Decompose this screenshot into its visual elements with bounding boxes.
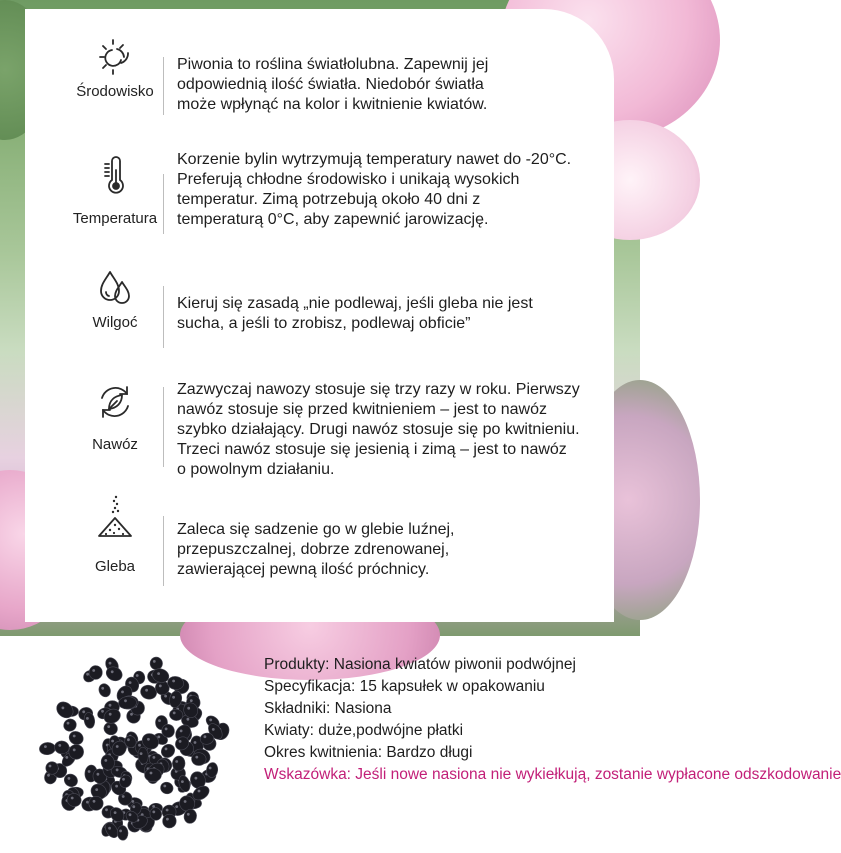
seed-highlight <box>127 738 130 741</box>
care-row-icon-column <box>45 37 185 100</box>
care-info-card <box>25 9 614 622</box>
seed-highlight <box>82 710 85 713</box>
row-divider <box>163 57 164 115</box>
product-tip: Wskazówka: Jeśli nowe nasiona nie wykiełkują, zostanie wypłacone odszkodowanie <box>264 766 841 783</box>
seed-highlight <box>86 801 89 804</box>
seed-highlight <box>67 722 70 725</box>
seed-highlight <box>159 685 162 688</box>
category-label: Nawóz <box>92 436 138 453</box>
seed-highlight <box>136 674 139 677</box>
seed-highlight <box>109 704 112 707</box>
seed <box>159 781 175 796</box>
seed-highlight <box>129 813 132 816</box>
care-description: Zaleca się sadzenie go w glebie luźnej, przepuszczalnej, dobrze zdrenowanej, zawierającej pewną ilość próchnicy. <box>177 521 455 578</box>
seed-highlight <box>101 710 104 713</box>
care-row-icon-column <box>45 382 185 453</box>
seed-highlight <box>49 765 52 768</box>
product-ingredients: Składniki: Nasiona <box>264 700 392 717</box>
seed-highlight <box>187 718 190 721</box>
seed-highlight <box>111 740 114 743</box>
seed-highlight <box>124 699 127 702</box>
product-flowers: Kwiaty: duże,podwójne płatki <box>264 722 464 739</box>
seed-highlight <box>114 811 117 814</box>
seed-highlight <box>116 745 119 748</box>
product-blooming-period: Okres kwitnienia: Bardzo długi <box>264 744 473 761</box>
seed-highlight <box>101 687 104 690</box>
seed-highlight <box>107 725 110 728</box>
seed <box>97 682 113 699</box>
seed-highlight <box>88 770 91 773</box>
seed-highlight <box>73 735 76 738</box>
seed-highlight <box>212 728 215 731</box>
seed-highlight <box>204 735 207 738</box>
seed-highlight <box>150 772 153 775</box>
seed-highlight <box>195 777 198 780</box>
seed-highlight <box>140 752 143 755</box>
seed-highlight <box>209 719 212 722</box>
seed-highlight <box>198 790 201 793</box>
seed-highlight <box>122 795 125 798</box>
care-description: Piwonia to roślina światłolubna. Zapewnij jej odpowiednią ilość światła. Niedobór światła może wpłynąć na kolor i kwitnienie kwiatów. <box>177 56 489 113</box>
thermometer-icon <box>95 156 135 196</box>
seed-highlight <box>209 767 212 770</box>
seed-highlight <box>145 689 148 692</box>
seed-highlight <box>165 728 168 731</box>
seed-highlight <box>58 744 61 747</box>
care-description: Zazwyczaj nawozy stosuje się trzy razy w roku. Pierwszy nawóz stosuje się przed kwitnieniem – jest to nawóz szybko działający. Drugi nawóz stosuje się po kwitnieniu. Trzeci nawóz stosuje się jesienią i zimą – jest to nawóz o powolnym działaniu. <box>177 381 580 478</box>
seed-highlight <box>68 777 71 780</box>
seed-highlight <box>194 741 197 744</box>
seed-highlight <box>86 717 89 720</box>
category-label: Gleba <box>94 558 136 575</box>
seed-highlight <box>121 691 124 694</box>
row-divider <box>163 174 164 234</box>
sun-icon <box>95 37 135 77</box>
row-divider <box>163 516 164 586</box>
seed-highlight <box>187 707 190 710</box>
seed-highlight <box>158 719 161 722</box>
seed <box>39 742 56 756</box>
seed-highlight <box>164 695 167 698</box>
seed-highlight <box>172 680 175 683</box>
seed-highlight <box>166 809 169 812</box>
seed-highlight <box>195 756 198 759</box>
care-description: Kieruj się zasadą „nie podlewaj, jeśli gleba nie jest sucha, a jeśli to zrobisz, podlewaj obficie” <box>177 295 533 332</box>
seed-highlight <box>179 740 182 743</box>
seed-highlight <box>86 673 89 676</box>
care-row-icon-column <box>45 268 185 331</box>
seed-highlight <box>153 660 156 663</box>
seed-highlight <box>152 811 155 814</box>
seed-highlight <box>166 818 169 821</box>
seed-highlight <box>157 672 160 675</box>
seed-highlight <box>122 778 125 781</box>
category-label: Wilgoć <box>92 314 138 331</box>
seed-highlight <box>129 681 132 684</box>
seed-highlight <box>115 785 118 788</box>
seed <box>117 825 129 840</box>
seed-highlight <box>175 760 178 763</box>
seed-highlight <box>119 830 122 833</box>
seed <box>144 768 161 782</box>
care-description: Korzenie bylin wytrzymują temperatury nawet do -20°C. Preferują chłodne środowisko i unikają wysokich temperatur. Zimą potrzebują około 40 dni z temperaturą 0°C, aby zapewnić jarowizację. <box>177 151 572 228</box>
seed-highlight <box>153 756 156 759</box>
soil-pile-icon <box>95 494 135 544</box>
seed-highlight <box>73 749 76 752</box>
seed-highlight <box>111 670 114 673</box>
category-label: Środowisko <box>76 83 154 100</box>
seed-highlight <box>163 785 166 788</box>
seed-highlight <box>71 797 74 800</box>
seed-highlight <box>165 748 168 751</box>
seed <box>53 699 76 722</box>
seed-highlight <box>184 800 187 803</box>
seed-highlight <box>62 707 65 710</box>
care-row-icon-column <box>45 494 185 575</box>
seed-highlight <box>104 759 107 762</box>
seed-highlight <box>97 773 100 776</box>
seed-highlight <box>157 736 160 739</box>
seed-highlight <box>105 808 108 811</box>
seed-highlight <box>95 788 98 791</box>
seed <box>61 717 78 734</box>
fertilizer-leaf-icon <box>95 382 135 422</box>
category-label: Temperatura <box>72 210 158 227</box>
seed-highlight <box>138 744 141 747</box>
product-info <box>264 654 841 786</box>
seed-highlight <box>132 805 135 808</box>
seed-highlight <box>147 738 150 741</box>
seed-highlight <box>65 756 68 759</box>
seed-highlight <box>109 713 112 716</box>
seed-highlight <box>181 780 184 783</box>
seed-highlight <box>175 805 178 808</box>
row-divider <box>163 387 164 467</box>
seed-highlight <box>187 813 190 816</box>
water-drops-icon <box>95 268 135 308</box>
seed-highlight <box>172 696 175 699</box>
seed-highlight <box>180 730 183 733</box>
seed-highlight <box>190 699 193 702</box>
product-specification: Specyfikacja: 15 kapsułek w opakowaniu <box>264 678 545 695</box>
care-row-icon-column <box>45 156 185 227</box>
seed-highlight <box>47 774 50 777</box>
seed-highlight <box>93 800 96 803</box>
seed-highlight <box>130 713 133 716</box>
seed-highlight <box>108 827 111 830</box>
row-divider <box>163 286 164 348</box>
seed-highlight <box>44 745 47 748</box>
seed-highlight <box>92 669 95 672</box>
product-name: Produkty: Nasiona kwiatów piwonii podwójnej <box>264 656 576 673</box>
seed-highlight <box>109 662 112 665</box>
peony-seeds-image <box>30 640 240 850</box>
seed <box>149 656 164 671</box>
seed-highlight <box>173 712 176 715</box>
seed-highlight <box>116 769 119 772</box>
